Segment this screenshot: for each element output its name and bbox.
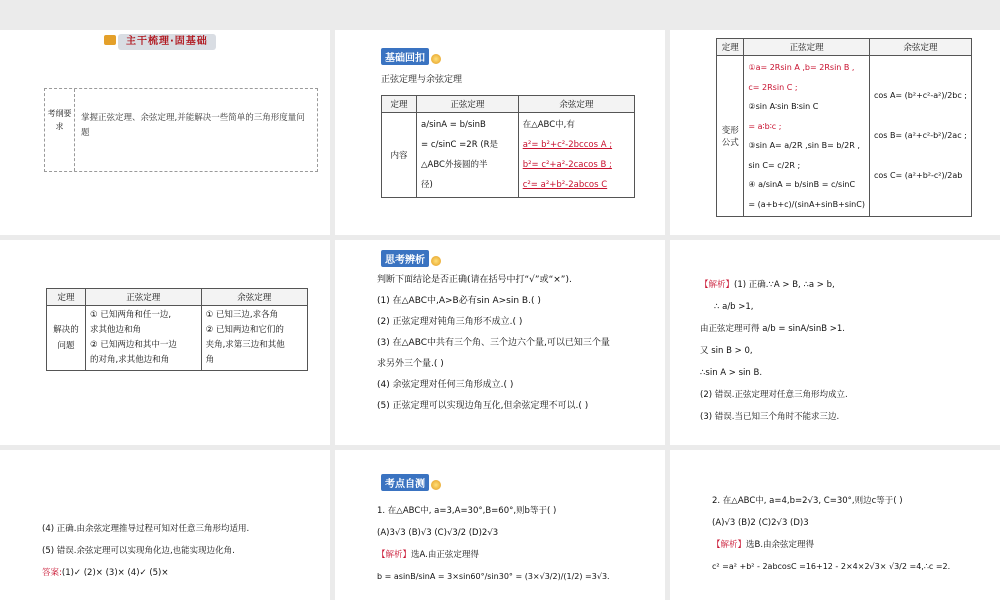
sine-use: 求其他边和角 xyxy=(90,325,142,335)
cosine-form: cos B= (a²+c²-b²)/2ac ; xyxy=(873,131,967,140)
sine-form: ②sin A∶sin B∶sin C xyxy=(748,102,819,111)
sine-form: c= 2Rsin C ; xyxy=(748,82,798,92)
sine-form: = a∶b∶c ; xyxy=(748,121,782,131)
sine-line: 径) xyxy=(421,180,433,190)
analysis-cont xyxy=(42,518,249,584)
sine-use: 的对角,求其他边和角 xyxy=(90,355,170,365)
question-2 xyxy=(712,490,950,578)
solution-label: 【解析】 xyxy=(377,550,412,560)
tag-row xyxy=(381,48,441,65)
swirl-icon xyxy=(431,480,441,490)
analysis-line: ∴ a/b >1, xyxy=(714,302,754,312)
analysis-label: 【解析】 xyxy=(700,280,735,290)
cosine-intro: 在△ABC中,有 xyxy=(522,120,575,130)
cosine-uses xyxy=(201,306,307,371)
analysis-line: (3) 错误.当已知三个角时不能求三边. xyxy=(700,412,840,422)
analysis-line: (2) 错误.正弦定理对任意三角形均成立. xyxy=(700,390,848,400)
tag-think: 思考辨析 xyxy=(381,250,429,267)
question-1 xyxy=(377,500,610,588)
syllabus-box xyxy=(44,88,318,172)
question-options: (A)√3 (B)2 (C)2√3 (D)3 xyxy=(712,518,809,528)
col-header: 正弦定理 xyxy=(744,39,870,56)
col-header: 定理 xyxy=(47,289,86,306)
sine-use: ② 已知两边和其中一边 xyxy=(90,340,177,350)
col-header: 余弦定理 xyxy=(869,39,971,56)
sine-form: ④ a/sinA = b/sinB = c/sinC xyxy=(748,180,856,189)
answers: (1)✓ (2)× (3)× (4)✓ (5)× xyxy=(61,568,169,578)
col-header: 余弦定理 xyxy=(518,96,634,113)
analysis-line: 由正弦定理可得 a/b = sinA/sinB >1. xyxy=(700,324,845,334)
syllabus-text: 掌握正弦定理、余弦定理,并能解决一些简单的三角形度量问题 xyxy=(81,113,305,138)
row-label: 解决的问题 xyxy=(47,306,86,371)
cosine-form: cos A= (b²+c²-a²)/2bc ; xyxy=(873,91,967,100)
tag-self-test: 考点自测 xyxy=(381,474,429,491)
statement: (4) 余弦定理对任何三角形成立.( ) xyxy=(377,380,514,390)
analysis-text: (1) 正确.∵A > B, ∴a > b, xyxy=(734,280,835,290)
cosine-content xyxy=(518,113,634,198)
cosine-use: ① 已知三边,求各角 xyxy=(205,310,279,320)
solution-formula: c² =a² +b² - 2abcosC =16+12 - 2×4×2√3× √3/2 =4,∴c =2. xyxy=(712,562,951,571)
statement: (1) 在△ABC中,A>B必有sin A>sin B.( ) xyxy=(377,296,541,306)
tag-row xyxy=(381,250,441,267)
analysis-line xyxy=(700,274,848,296)
question-options: (A)3√3 (B)√3 (C)√3/2 (D)2√3 xyxy=(377,528,499,538)
cosine-use: ② 已知两边和它们的 xyxy=(205,325,284,335)
solution-formula: b = asinB/sinA = 3×sin60°/sin30° = (3×√3/2)/(1/2) =3√3. xyxy=(377,572,610,581)
slide-5 xyxy=(335,240,665,445)
sine-form: = (a+b+c)/(sinA+sinB+sinC) xyxy=(748,199,865,209)
question-text: 1. 在△ABC中, a=3,A=30°,B=60°,则b等于( ) xyxy=(377,506,557,516)
solution-label: 【解析】 xyxy=(712,540,747,550)
slide-8 xyxy=(335,450,665,600)
sine-form: ③sin A= a/2R ,sin B= b/2R , xyxy=(748,141,860,150)
statement: (2) 正弦定理对钝角三角形不成立.( ) xyxy=(377,317,523,327)
slide-3 xyxy=(670,30,1000,235)
statement: (5) 正弦定理可以实现边角互化,但余弦定理不可以.( ) xyxy=(377,401,589,411)
analysis-line: (4) 正确.由余弦定理推导过程可知对任意三角形均适用. xyxy=(42,524,250,534)
answer-line xyxy=(42,562,249,584)
solution-head xyxy=(377,544,610,566)
sine-line: = c/sinC =2R (R是 xyxy=(421,140,499,150)
slide-heading: 正弦定理与余弦定理 xyxy=(381,75,463,85)
slide-2 xyxy=(335,30,665,235)
swirl-icon xyxy=(431,54,441,64)
question-text: 2. 在△ABC中, a=4,b=2√3, C=30°,则边c等于( ) xyxy=(712,496,903,506)
col-header: 正弦定理 xyxy=(86,289,202,306)
solution-head xyxy=(712,534,950,556)
statement: (3) 在△ABC中共有三个角、三个边六个量,可以已知三个量 xyxy=(377,338,610,348)
row-label: 变形公式 xyxy=(717,56,744,217)
sine-form: sin C= c/2R ; xyxy=(748,160,801,170)
analysis-line: ∴sin A > sin B. xyxy=(700,368,763,378)
tag-row xyxy=(381,474,441,491)
col-header: 正弦定理 xyxy=(417,96,519,113)
slide-4 xyxy=(0,240,330,445)
analysis-line: (5) 错误.余弦定理可以实现角化边,也能实现边化角. xyxy=(42,546,235,556)
cosine-a: a²= b²+c²-2bccos A ; xyxy=(522,140,613,150)
syllabus-label: 考纲要求 xyxy=(45,89,75,171)
theorem-table xyxy=(716,38,972,217)
swirl-icon xyxy=(431,256,441,266)
answer-label: 答案: xyxy=(42,568,62,578)
sine-content xyxy=(417,113,519,198)
analysis xyxy=(700,274,848,428)
col-header: 余弦定理 xyxy=(201,289,307,306)
sine-line: △ABC外接圆的半 xyxy=(421,160,488,170)
statement: 求另外三个量.( ) xyxy=(377,359,444,369)
sine-forms xyxy=(744,56,870,217)
cosine-forms xyxy=(869,56,971,217)
solution-text: 选A.由正弦定理得 xyxy=(411,550,479,560)
problems-table xyxy=(46,288,308,371)
slide-9 xyxy=(670,450,1000,600)
cosine-form: cos C= (a²+b²-c²)/2ab xyxy=(873,171,963,180)
cosine-use: 角 xyxy=(205,355,215,365)
slide-7 xyxy=(0,450,330,600)
col-header: 定理 xyxy=(717,39,744,56)
slide-1 xyxy=(0,30,330,235)
sine-line: a/sinA = b/sinB xyxy=(421,120,486,130)
sine-uses xyxy=(86,306,202,371)
section-banner: 主干梳理·固基础 xyxy=(118,34,216,50)
analysis-line: 又 sin B > 0, xyxy=(700,346,753,356)
slide-6 xyxy=(670,240,1000,445)
tag-basic-review: 基础回扣 xyxy=(381,48,429,65)
sine-form: ①a= 2Rsin A ,b= 2Rsin B , xyxy=(748,63,855,72)
solution-text: 选B.由余弦定理得 xyxy=(746,540,815,550)
statements xyxy=(377,270,610,417)
sine-use: ① 已知两角和任一边, xyxy=(90,310,172,320)
row-label: 内容 xyxy=(382,113,417,198)
cosine-use: 夹角,求第三边和其他 xyxy=(205,340,285,350)
cosine-c: c²= a²+b²-2abcos C xyxy=(522,180,608,190)
theorem-table xyxy=(381,95,635,198)
cosine-b: b²= c²+a²-2cacos B ; xyxy=(522,160,612,170)
col-header: 定理 xyxy=(382,96,417,113)
statement-intro: 判断下面结论是否正确(请在括号中打“√”或“×”). xyxy=(377,275,572,285)
book-icon xyxy=(104,35,116,45)
